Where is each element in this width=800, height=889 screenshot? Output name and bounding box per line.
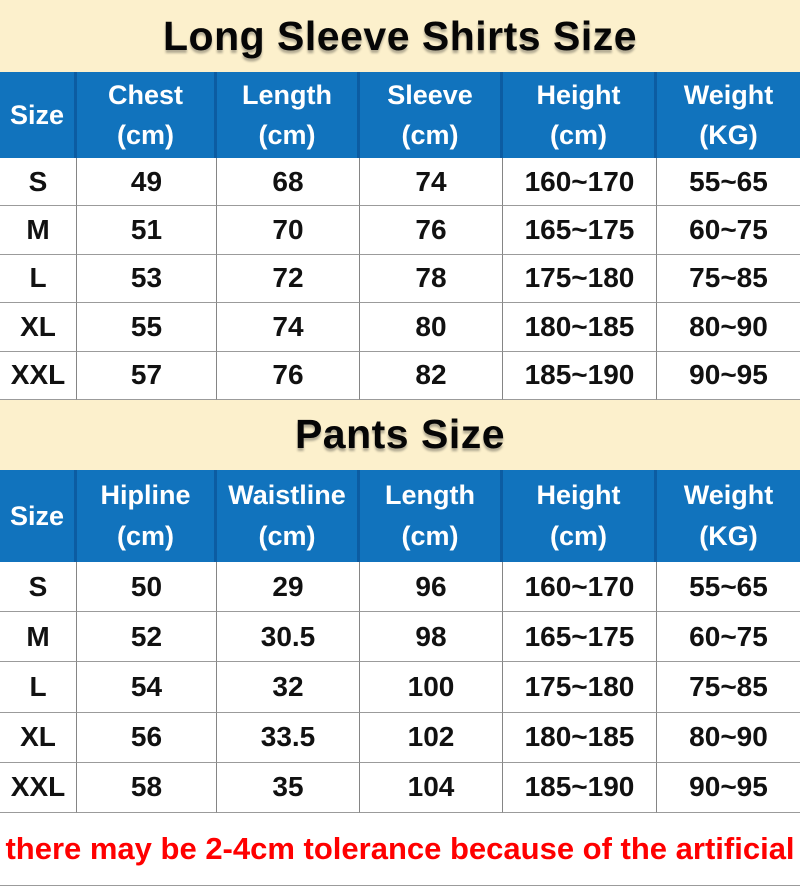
cell-size: L xyxy=(0,662,77,712)
pants-header-length xyxy=(360,470,503,562)
pants-title-banner xyxy=(0,400,800,470)
cell-length: 74 xyxy=(217,303,360,351)
cell-sleeve: 78 xyxy=(360,255,503,303)
header-line1: Weight xyxy=(683,480,774,511)
cell-hipline: 50 xyxy=(77,562,217,612)
cell-weight: 60~75 xyxy=(657,612,800,662)
cell-hipline: 54 xyxy=(77,662,217,712)
cell-chest: 53 xyxy=(77,255,217,303)
cell-height: 165~175 xyxy=(503,612,657,662)
cell-weight: 80~90 xyxy=(657,303,800,351)
table-row xyxy=(0,158,800,206)
cell-hipline: 56 xyxy=(77,713,217,763)
cell-height: 180~185 xyxy=(503,713,657,763)
cell-height: 175~180 xyxy=(503,662,657,712)
cell-size: XL xyxy=(0,303,77,351)
cell-height: 160~170 xyxy=(503,158,657,206)
pants-header-hipline xyxy=(77,470,217,562)
header-line2: (cm) xyxy=(116,120,174,150)
cell-length: 98 xyxy=(360,612,503,662)
cell-length: 104 xyxy=(360,763,503,813)
tolerance-note-bar xyxy=(0,813,800,886)
header-line2: (cm) xyxy=(116,520,174,551)
cell-waistline: 29 xyxy=(217,562,360,612)
cell-height: 175~180 xyxy=(503,255,657,303)
shirts-header-weight xyxy=(657,72,800,158)
table-row xyxy=(0,713,800,763)
cell-height: 165~175 xyxy=(503,206,657,254)
pants-header-weight xyxy=(657,470,800,562)
header-line2: (cm) xyxy=(401,520,459,551)
cell-sleeve: 74 xyxy=(360,158,503,206)
table-row xyxy=(0,562,800,612)
header-line1: Hipline xyxy=(100,480,191,511)
cell-weight: 55~65 xyxy=(657,562,800,612)
cell-weight: 60~75 xyxy=(657,206,800,254)
header-line1: Weight xyxy=(683,79,774,110)
cell-sleeve: 76 xyxy=(360,206,503,254)
cell-size: S xyxy=(0,562,77,612)
header-line2: (KG) xyxy=(699,520,758,551)
shirts-header-height xyxy=(503,72,657,158)
cell-chest: 51 xyxy=(77,206,217,254)
cell-size: L xyxy=(0,255,77,303)
cell-sleeve: 80 xyxy=(360,303,503,351)
shirts-header-row xyxy=(0,72,800,158)
cell-chest: 57 xyxy=(77,352,217,400)
cell-waistline: 35 xyxy=(217,763,360,813)
cell-size: XL xyxy=(0,713,77,763)
cell-height: 180~185 xyxy=(503,303,657,351)
cell-size: M xyxy=(0,206,77,254)
cell-length: 96 xyxy=(360,562,503,612)
cell-length: 72 xyxy=(217,255,360,303)
cell-waistline: 30.5 xyxy=(217,612,360,662)
header-line1: Length xyxy=(242,79,332,110)
header-line1: Chest xyxy=(107,79,183,110)
pants-header-waistline xyxy=(217,470,360,562)
cell-weight: 90~95 xyxy=(657,352,800,400)
cell-height: 185~190 xyxy=(503,352,657,400)
cell-length: 70 xyxy=(217,206,360,254)
cell-weight: 90~95 xyxy=(657,763,800,813)
cell-size: S xyxy=(0,158,77,206)
header-line1: Length xyxy=(385,480,475,511)
shirts-header-sleeve xyxy=(360,72,503,158)
cell-height: 160~170 xyxy=(503,562,657,612)
cell-sleeve: 82 xyxy=(360,352,503,400)
cell-hipline: 58 xyxy=(77,763,217,813)
cell-size: XXL xyxy=(0,763,77,813)
cell-weight: 75~85 xyxy=(657,255,800,303)
cell-waistline: 32 xyxy=(217,662,360,712)
cell-size: M xyxy=(0,612,77,662)
cell-length: 76 xyxy=(217,352,360,400)
table-row xyxy=(0,303,800,351)
pants-title: Pants Size xyxy=(294,411,506,458)
shirts-title: Long Sleeve Shirts Size xyxy=(162,12,638,59)
cell-height: 185~190 xyxy=(503,763,657,813)
cell-size: XXL xyxy=(0,352,77,400)
shirts-header-chest xyxy=(77,72,217,158)
header-line1: Size xyxy=(9,500,65,531)
cell-weight: 75~85 xyxy=(657,662,800,712)
cell-length: 100 xyxy=(360,662,503,712)
cell-weight: 80~90 xyxy=(657,713,800,763)
table-row xyxy=(0,763,800,813)
table-row xyxy=(0,662,800,712)
cell-waistline: 33.5 xyxy=(217,713,360,763)
header-line2: (cm) xyxy=(549,520,607,551)
table-row xyxy=(0,206,800,254)
shirts-header-size xyxy=(0,72,77,158)
header-line1: Height xyxy=(536,79,621,110)
cell-length: 102 xyxy=(360,713,503,763)
table-row xyxy=(0,255,800,303)
pants-header-size xyxy=(0,470,77,562)
header-line2: (KG) xyxy=(699,120,758,150)
header-line1: Waistline xyxy=(228,480,346,511)
table-row xyxy=(0,612,800,662)
cell-hipline: 52 xyxy=(77,612,217,662)
tolerance-note-text: there may be 2-4cm tolerance because of the artificial xyxy=(5,830,795,866)
cell-length: 68 xyxy=(217,158,360,206)
header-line1: Size xyxy=(9,99,65,130)
header-line1: Sleeve xyxy=(387,79,473,110)
header-line2: (cm) xyxy=(401,120,459,150)
header-line2: (cm) xyxy=(549,120,607,150)
pants-header-row xyxy=(0,470,800,562)
pants-header-height xyxy=(503,470,657,562)
cell-weight: 55~65 xyxy=(657,158,800,206)
table-row xyxy=(0,352,800,400)
header-line2: (cm) xyxy=(258,120,316,150)
cell-chest: 55 xyxy=(77,303,217,351)
header-line2: (cm) xyxy=(258,520,316,551)
cell-chest: 49 xyxy=(77,158,217,206)
header-line1: Height xyxy=(536,480,621,511)
shirts-title-banner xyxy=(0,0,800,72)
shirts-header-length xyxy=(217,72,360,158)
